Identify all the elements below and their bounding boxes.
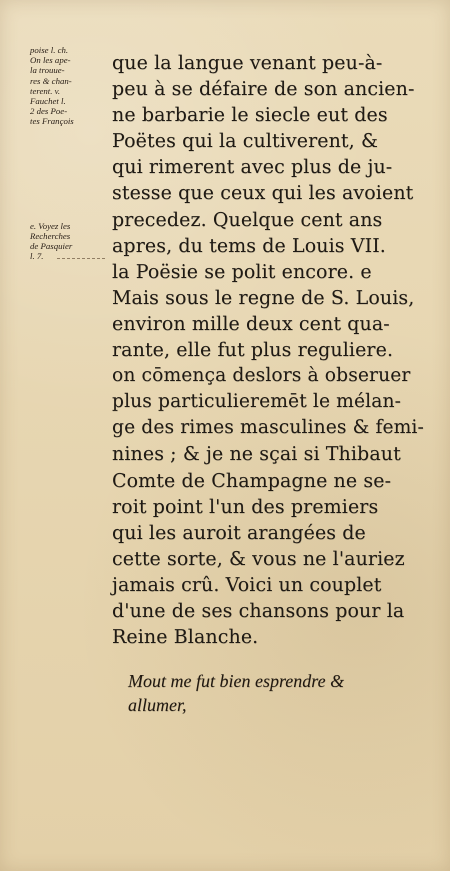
song-line: Mout me fut bien esprendre &	[128, 671, 345, 691]
main-text-line: stesse que ceux qui les avoient	[112, 182, 414, 205]
margin-note-gap	[30, 127, 100, 221]
main-text-line: plus particulieremēt le mélan-	[112, 391, 401, 413]
margin-note-line: res & chan-	[30, 75, 72, 86]
margin-note-line: Recherches	[30, 230, 71, 241]
main-text-line: Comte de Champagne ne se-	[112, 469, 392, 492]
main-text-line: Reine Blanche.	[112, 626, 259, 649]
main-paragraph	[112, 50, 424, 650]
main-text-line: d'une de ses chansons pour la	[112, 599, 405, 622]
main-text-line: nines ; & je ne sçai si Thibaut	[112, 443, 401, 466]
main-text-line: que la langue venant peu-à-	[112, 52, 383, 74]
main-text-line: ge des rimes masculines & femi-	[112, 417, 424, 439]
margin-note-line: 2 des Poe-	[30, 106, 68, 117]
main-text-line: la Poësie se polit encore. e	[112, 260, 372, 283]
main-text-line: cette sorte, & vous ne l'auriez	[112, 547, 405, 570]
main-text-line: apres, du tems de Louis VII.	[112, 234, 386, 257]
margin-notes	[30, 45, 100, 261]
main-text-line: jamais crû. Voici un couplet	[112, 573, 382, 596]
main-text-line: rante, elle fut plus reguliere.	[112, 339, 394, 362]
margin-divider-mark	[57, 258, 105, 260]
main-text-line: ne barbarie le siecle eut des	[112, 104, 388, 127]
main-text-line: on cōmença deslors à obseruer	[112, 365, 411, 387]
main-text-line: precedez. Quelque cent ans	[112, 208, 383, 231]
margin-note-line: de Pasquier	[30, 241, 73, 252]
main-text-line: peu à se défaire de son ancien-	[112, 78, 415, 101]
margin-note-line: tes François	[30, 116, 74, 127]
margin-note-line: poise l. ch.	[30, 45, 69, 55]
song-excerpt	[128, 669, 418, 717]
main-text-line: environ mille deux cent qua-	[112, 312, 390, 335]
margin-note-line: la trouue-	[30, 65, 65, 76]
margin-note-line: Fauchet l.	[30, 96, 66, 107]
margin-note-line: l. 7.	[30, 251, 44, 262]
margin-note-line: On les ape-	[30, 55, 71, 66]
main-text-line: roit point l'un des premiers	[112, 495, 379, 518]
main-text-line: qui les auroit arangées de	[112, 521, 366, 544]
song-line: allumer,	[128, 695, 187, 715]
margin-note-line: terent. v.	[30, 85, 61, 96]
main-text-line: qui rimerent avec plus de ju-	[112, 156, 393, 179]
main-text-line: Poëtes qui la cultiverent, &	[112, 130, 378, 153]
margin-note-line: e. Voyez les	[30, 220, 71, 231]
main-text-line: Mais sous le regne de S. Louis,	[112, 286, 415, 309]
